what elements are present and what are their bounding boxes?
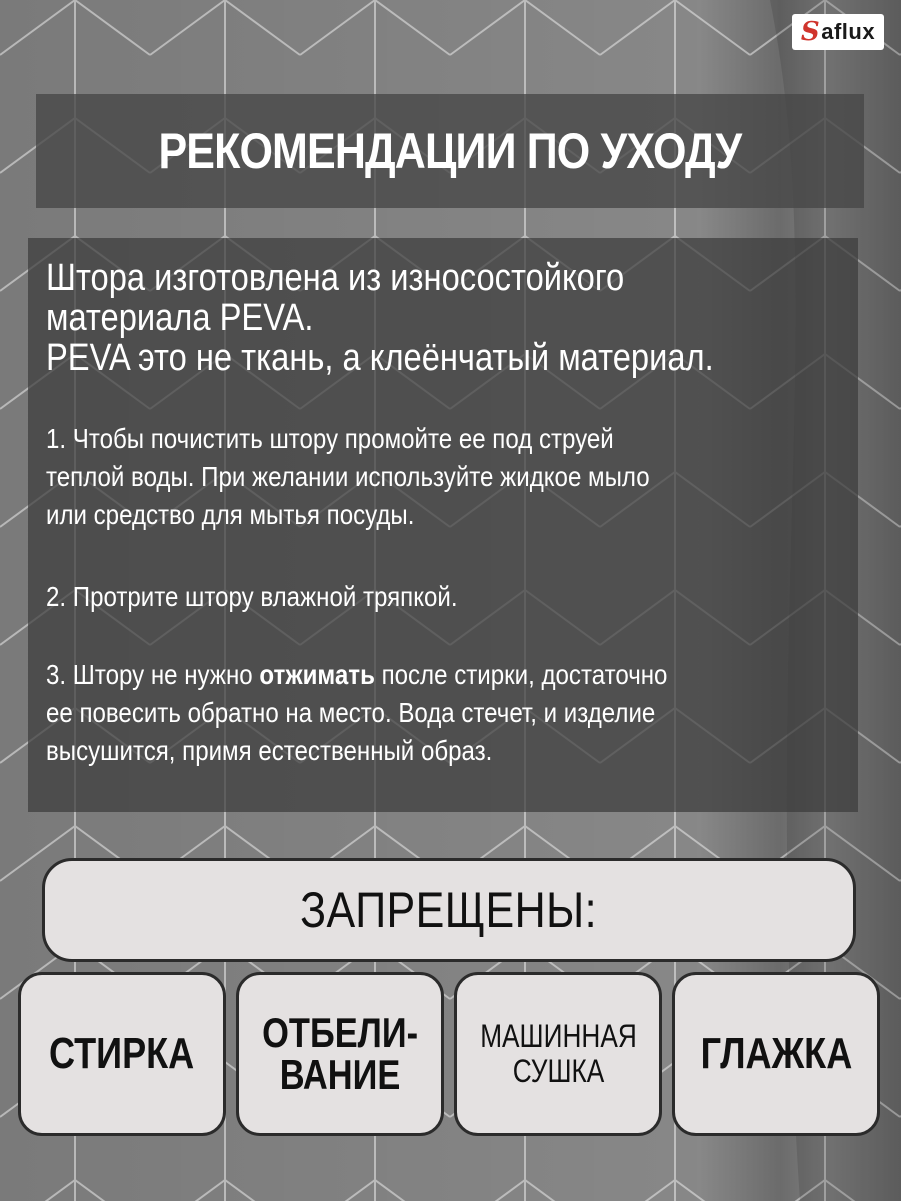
- step-line: 1. Чтобы почистить штору промойте ее под струей: [46, 423, 614, 454]
- page-title: РЕКОМЕНДАЦИИ ПО УХОДУ: [158, 123, 742, 179]
- prohibited-item-label: ГЛАЖКА: [700, 1029, 852, 1078]
- prohibited-header: [42, 858, 856, 962]
- brand-logo: [792, 14, 884, 50]
- step-line: теплой воды. При желании используйте жидкое мыло: [46, 461, 650, 492]
- step-text: после стирки, достаточно: [374, 659, 668, 690]
- prohibited-header-text: ЗАПРЕЩЕНЫ:: [300, 882, 598, 938]
- prohibited-item-label: СТИРКА: [49, 1029, 195, 1078]
- step-text: 3. Штору не нужно: [46, 659, 260, 690]
- step-line: 2. Протрите штору влажной тряпкой.: [46, 581, 458, 612]
- step-line: высушится, примя естественный образ.: [46, 735, 493, 766]
- care-step-2: [46, 578, 458, 616]
- material-intro: [46, 258, 751, 378]
- step-line: [46, 656, 667, 694]
- prohibited-item-ironing: [672, 972, 880, 1136]
- intro-line: PEVA это не ткань, а клеёнчатый материал.: [46, 337, 714, 379]
- intro-line: Штора изготовлена из износостойкого: [46, 257, 625, 299]
- prohibited-item-bleaching: [236, 972, 444, 1136]
- prohibited-item-label: ОТБЕЛИ- ВАНИЕ: [262, 1009, 418, 1098]
- care-info-panel: [28, 238, 858, 812]
- step-line: ее повесить обратно на место. Вода стечет, и изделие: [46, 697, 656, 728]
- step-line: или средство для мытья посуды.: [46, 499, 415, 530]
- prohibited-items: [18, 972, 884, 1136]
- prohibited-item-washing: [18, 972, 226, 1136]
- step-emphasis: отжимать: [259, 659, 375, 690]
- logo-text: aflux: [821, 19, 876, 44]
- title-band: [36, 94, 864, 208]
- care-step-1: [46, 420, 650, 534]
- logo-mark: S: [800, 17, 821, 47]
- intro-line: материала PEVA.: [46, 297, 314, 339]
- prohibited-item-label: МАШИННАЯ СУШКА: [479, 1017, 637, 1089]
- care-step-3: [46, 656, 667, 770]
- prohibited-item-machine-drying: [454, 972, 662, 1136]
